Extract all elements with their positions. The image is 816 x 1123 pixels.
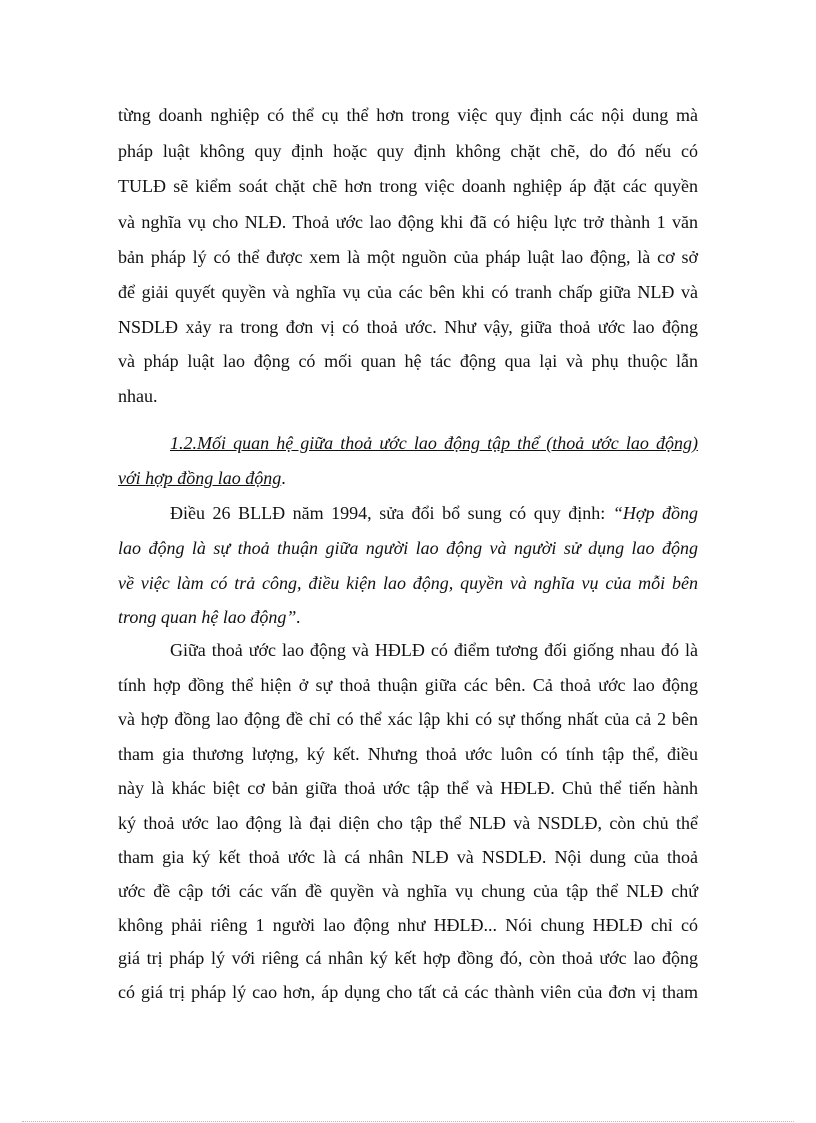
quote-line: trong quan hệ lao động”. (118, 607, 301, 627)
quote-line: lao động là sự thoả thuận giữa người lao động và người sử dụng lao động (118, 538, 698, 558)
page-bottom-divider (22, 1121, 794, 1122)
quote-intro-line (170, 501, 698, 525)
paragraph-line: ký thoả ước lao động là đại diện cho tập thể NLĐ và NSDLĐ, còn chủ thể (118, 813, 698, 833)
paragraph-line: TULĐ sẽ kiểm soát chặt chẽ hơn trong việc doanh nghiệp áp đặt các quyền (118, 176, 698, 196)
section-heading-text: với hợp đồng lao động (118, 468, 282, 488)
paragraph-line: và nghĩa vụ cho NLĐ. Thoả ước lao động khi đã có hiệu lực trở thành 1 văn (118, 212, 698, 232)
paragraph-line: Giữa thoả ước lao động và HĐLĐ có điểm tương đối giống nhau đó là (170, 640, 698, 660)
paragraph-line: nhau. (118, 386, 158, 406)
paragraph-line: NSDLĐ xảy ra trong đơn vị có thoả ước. Như vậy, giữa thoả ước lao động (118, 317, 698, 337)
paragraph-line: để giải quyết quyền và nghĩa vụ của các bên khi có tranh chấp giữa NLĐ và (118, 282, 698, 302)
quote-intro-text: Điều 26 BLLĐ năm 1994, sửa đổi bổ sung có quy định: (170, 503, 613, 523)
paragraph-line: bản pháp lý có thể được xem là một nguồn của pháp luật lao động, là cơ sở (118, 247, 698, 267)
paragraph-line: này là khác biệt cơ bản giữa thoả ước tập thể và HĐLĐ. Chủ thể tiến hành (118, 778, 698, 798)
paragraph-line: từng doanh nghiệp có thể cụ thể hơn trong việc quy định các nội dung mà (118, 105, 698, 125)
paragraph-line: và pháp luật lao động có mối quan hệ tác động qua lại và phụ thuộc lẫn (118, 351, 698, 371)
paragraph-line: không phải riêng 1 người lao động như HĐLĐ... Nói chung HĐLĐ chỉ có (118, 915, 698, 935)
paragraph-line: và hợp đồng lao động đề chỉ có thể xác lập khi có sự thống nhất của cả 2 bên (118, 709, 698, 729)
paragraph-line: tham gia thương lượng, ký kết. Nhưng thoả ước luôn có tính tập thể, điều (118, 744, 698, 764)
paragraph-line: pháp luật không quy định hoặc quy định không chặt chẽ, do đó nếu có (118, 141, 698, 161)
paragraph-line: có giá trị pháp lý cao hơn, áp dụng cho tất cả các thành viên của đơn vị tham (118, 982, 698, 1002)
section-heading-line-1 (170, 431, 698, 455)
heading-period: . (281, 468, 286, 488)
section-heading-line-2 (118, 466, 698, 490)
paragraph-line: tham gia ký kết thoả ước là cá nhân NLĐ và NSDLĐ. Nội dung của thoả (118, 847, 698, 867)
paragraph-line: ước đề cập tới các vấn đề quyền và nghĩa vụ chung của tập thể NLĐ chứ (118, 881, 698, 901)
quote-line: về việc làm có trả công, điều kiện lao động, quyền và nghĩa vụ của mỗi bên (118, 573, 698, 593)
paragraph-line: giá trị pháp lý với riêng cá nhân ký kết hợp đồng đó, còn thoả ước lao động (118, 948, 698, 968)
quote-open-text: “Hợp đồng (612, 503, 698, 523)
paragraph-line: tính hợp đồng thể hiện ở sự thoả thuận giữa các bên. Cả thoả ước lao động (118, 675, 698, 695)
section-heading-text: 1.2.Mối quan hệ giữa thoả ước lao động tập thể (thoả ước lao động) (170, 433, 698, 453)
